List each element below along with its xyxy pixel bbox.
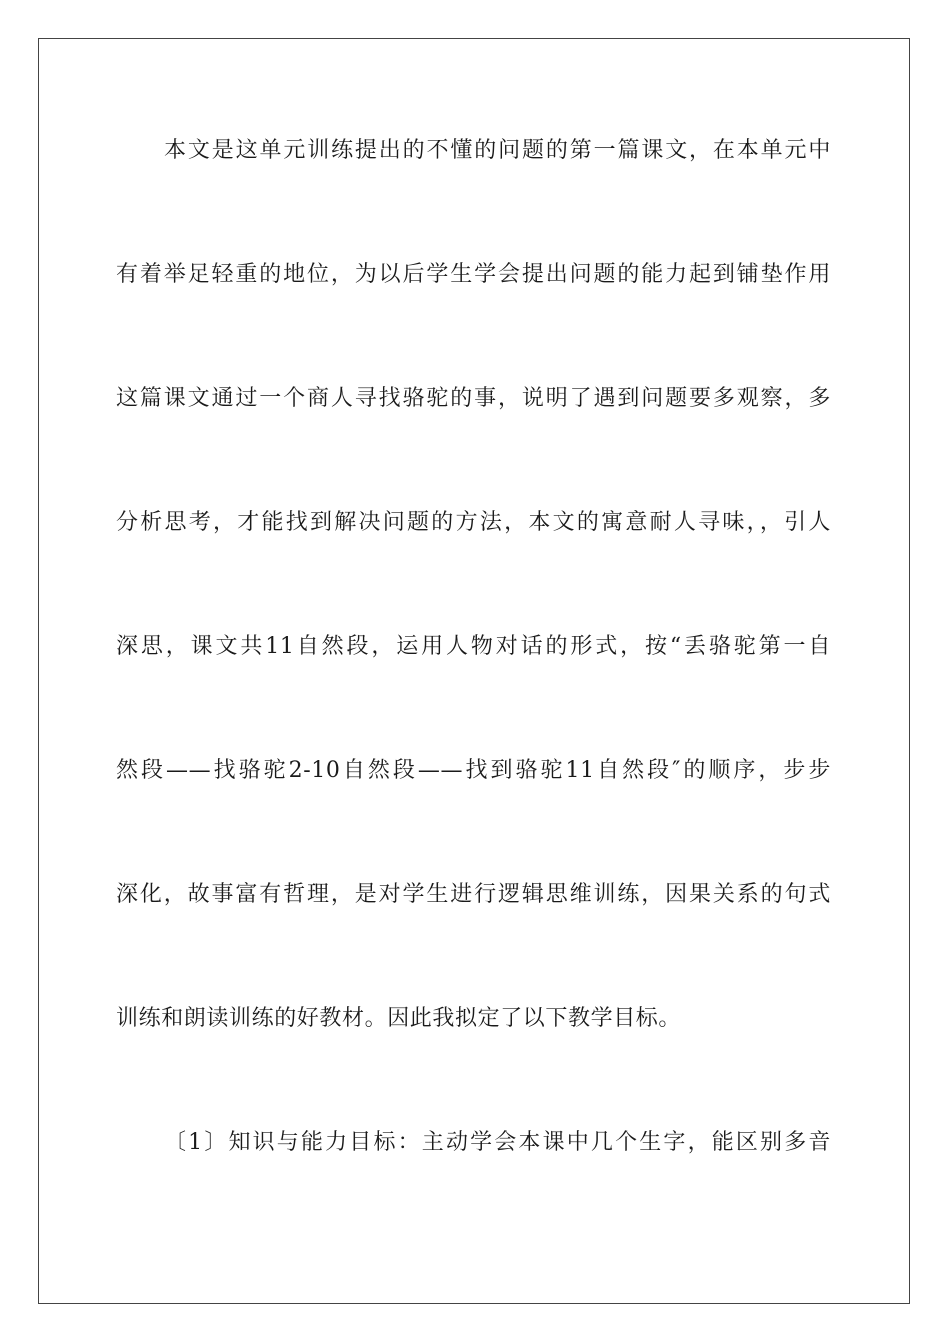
paragraph-1-line-3: 这篇课文通过一个商人寻找骆驼的事，说明了遇到问题要多观察，多 xyxy=(116,386,831,411)
paragraph-1-line-1: 本文是这单元训练提出的不懂的问题的第一篇课文，在本单元中 xyxy=(164,138,831,163)
paragraph-1-line-5: 深思，课文共11自然段，运用人物对话的形式，按“丢骆驼第一自 xyxy=(116,634,831,659)
page-border xyxy=(38,38,910,1304)
paragraph-1-line-2: 有着举足轻重的地位，为以后学生学会提出问题的能力起到铺垫作用 xyxy=(116,262,831,287)
paragraph-1-line-4: 分析思考，才能找到解决问题的方法，本文的寓意耐人寻味，，引人 xyxy=(116,510,831,535)
paragraph-2-line-1: 〔1〕知识与能力目标：主动学会本课中几个生字，能区别多音 xyxy=(164,1130,831,1155)
paragraph-1-line-6: 然段——找骆驼2-10自然段——找到骆驼11自然段″的顺序，步步 xyxy=(116,758,831,783)
paragraph-1-line-8: 训练和朗读训练的好教材。因此我拟定了以下教学目标。 xyxy=(116,1006,682,1031)
paragraph-1-line-7: 深化，故事富有哲理，是对学生进行逻辑思维训练，因果关系的句式 xyxy=(116,882,831,907)
